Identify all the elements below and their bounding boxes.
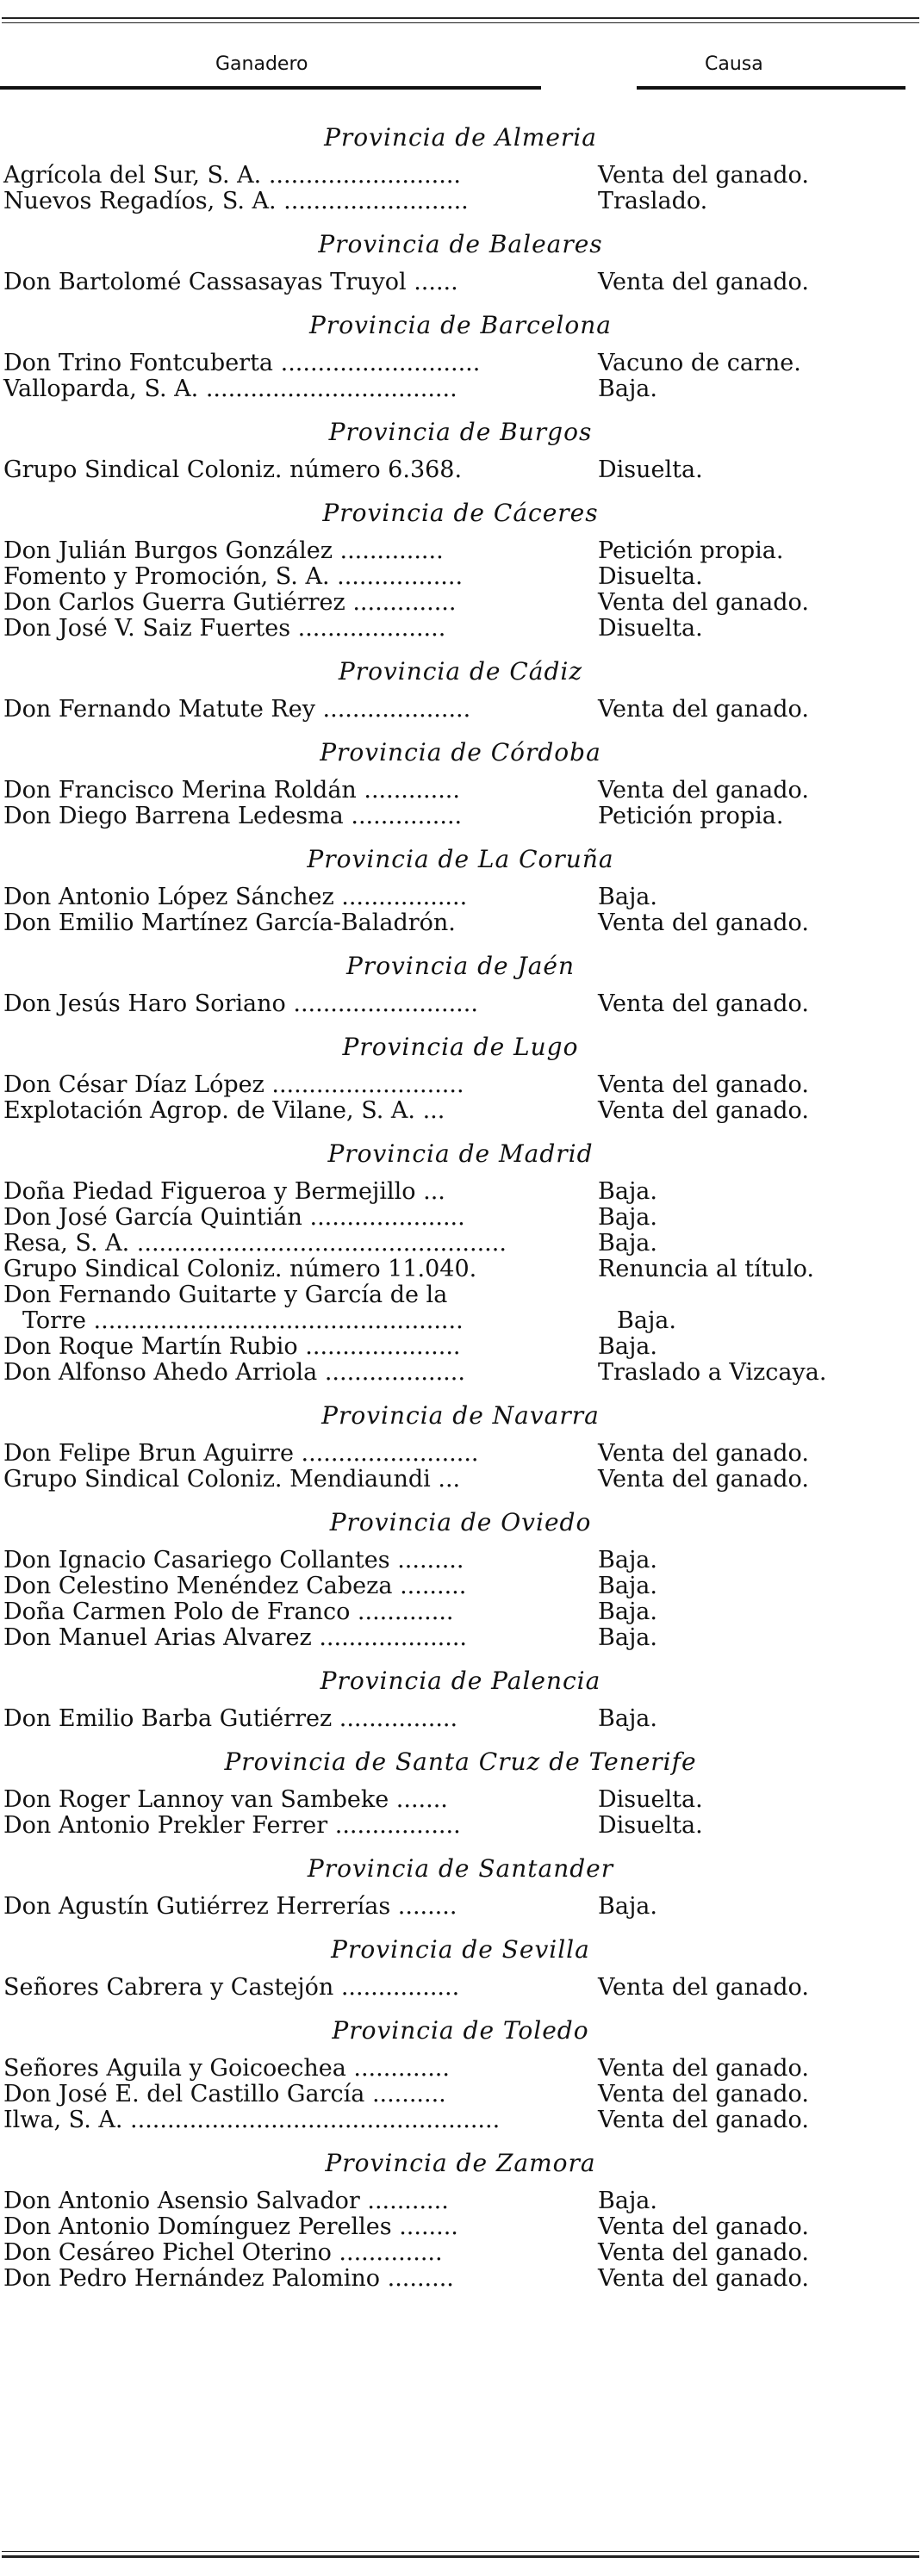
list-item	[0, 910, 921, 936]
province-heading: Provincia de Jaén	[345, 952, 576, 980]
ganadero-name: Grupo Sindical Coloniz. número 11.040.	[3, 1257, 477, 1282]
province-heading: Provincia de Sevilla	[331, 1935, 590, 1964]
ganadero-name: Don José García Quintián .....................	[3, 1205, 465, 1231]
province-section	[0, 2138, 921, 2297]
province-section	[0, 1498, 921, 1656]
column-header-causa: Causa	[705, 53, 763, 75]
causa-text: Venta del ganado.	[598, 2213, 809, 2240]
province-heading: Provincia de Zamora	[325, 2149, 596, 2177]
province-list	[0, 113, 921, 2297]
province-rows	[0, 270, 921, 301]
ganadero-name: Don Agustín Gutiérrez Herrerías ........	[3, 1894, 457, 1920]
list-item	[0, 1975, 921, 2001]
causa-text: Baja.	[598, 1705, 657, 1732]
ganadero-name: Ilwa, S. A. ..................................................	[3, 2107, 501, 2133]
causa-text: Renuncia al título.	[598, 1256, 814, 1282]
province-rows	[0, 1975, 921, 2006]
list-item	[0, 1334, 921, 1360]
causa-text: Venta del ganado.	[598, 1097, 809, 1124]
province-rows	[0, 457, 921, 488]
list-item	[0, 804, 921, 829]
list-item	[0, 1894, 921, 1920]
province-rows	[0, 991, 921, 1022]
causa-text	[598, 1282, 921, 1308]
list-item	[0, 1205, 921, 1231]
province-rows	[0, 2056, 921, 2138]
list-item	[0, 457, 921, 483]
province-rows	[0, 2188, 921, 2297]
causa-text: Baja.	[598, 1333, 657, 1360]
province-section	[0, 835, 921, 941]
list-item	[0, 1706, 921, 1732]
province-rows	[0, 1179, 921, 1391]
ganadero-name: Agrícola del Sur, S. A. ..........................	[3, 163, 461, 189]
province-rows	[0, 697, 921, 728]
province-heading: Provincia de La Coruña	[307, 845, 614, 873]
list-item	[0, 1574, 921, 1599]
province-rows	[0, 1441, 921, 1498]
ganadero-name: Don Antonio López Sánchez .................	[3, 885, 468, 910]
causa-text: Baja.	[598, 1598, 657, 1625]
province-section	[0, 407, 921, 488]
list-item	[0, 590, 921, 616]
ganadero-name: Don Diego Barrena Ledesma ...............	[3, 804, 463, 829]
list-item	[0, 1360, 921, 1386]
ganadero-name: Grupo Sindical Coloniz. Mendiaundi ...	[3, 1467, 461, 1493]
ganadero-name: Don Carlos Guerra Gutiérrez ..............	[3, 590, 457, 616]
causa-text: Disuelta.	[598, 1812, 703, 1839]
causa-text: Venta del ganado.	[598, 990, 809, 1017]
causa-text: Venta del ganado.	[598, 1466, 809, 1493]
causa-text: Baja.	[598, 1893, 657, 1920]
province-heading: Provincia de Córdoba	[320, 738, 601, 767]
province-heading: Provincia de Palencia	[320, 1667, 601, 1695]
list-item	[0, 1625, 921, 1651]
causa-text: Venta del ganado.	[598, 1071, 809, 1098]
list-item	[0, 1098, 921, 1124]
province-section	[0, 1391, 921, 1498]
ganadero-name: Don Celestino Menéndez Cabeza .........	[3, 1574, 467, 1599]
province-section	[0, 220, 921, 301]
ganadero-name: Don Cesáreo Pichel Oterino ..............	[3, 2240, 443, 2266]
ganadero-name: Resa, S. A. ..................................................	[3, 1231, 507, 1257]
list-item	[0, 1257, 921, 1282]
province-rows	[0, 163, 921, 220]
list-item	[0, 1813, 921, 1839]
ganadero-name: Don Fernando Guitarte y García de la	[3, 1282, 448, 1308]
list-item	[0, 270, 921, 295]
causa-text: Disuelta.	[598, 1786, 703, 1813]
ganadero-name: Don Pedro Hernández Palomino .........	[3, 2266, 454, 2292]
list-item	[0, 564, 921, 590]
causa-text: Venta del ganado.	[598, 1440, 809, 1467]
province-section	[0, 301, 921, 407]
list-item	[0, 616, 921, 642]
causa-text: Venta del ganado.	[598, 2107, 809, 2133]
causa-text: Baja.	[598, 2188, 657, 2214]
ganadero-name: Don José E. del Castillo García ..........	[3, 2082, 446, 2107]
ganadero-name: Explotación Agrop. de Vilane, S. A. ...	[3, 1098, 445, 1124]
ganadero-name: Don Bartolomé Cassasayas Truyol ......	[3, 270, 458, 295]
ganadero-name: Don Emilio Martínez García-Baladrón.	[3, 910, 456, 936]
causa-text: Venta del ganado.	[598, 1974, 809, 2001]
ganadero-name: Don Francisco Merina Roldán .............	[3, 778, 460, 804]
list-item	[0, 697, 921, 723]
list-item	[0, 2056, 921, 2082]
header-rule-left	[0, 86, 541, 90]
province-heading: Provincia de Lugo	[342, 1033, 579, 1061]
causa-text: Baja.	[598, 1573, 657, 1599]
ganadero-name: Señores Cabrera y Castejón ................	[3, 1975, 460, 2001]
province-heading: Provincia de Baleares	[318, 230, 603, 258]
list-item	[0, 1599, 921, 1625]
causa-text: Baja.	[617, 1307, 676, 1334]
causa-text: Venta del ganado.	[598, 589, 809, 616]
causa-text: Venta del ganado.	[598, 909, 809, 936]
province-rows	[0, 1548, 921, 1656]
list-item	[0, 778, 921, 804]
list-item	[0, 1308, 921, 1334]
top-double-rule	[2, 17, 919, 23]
province-heading: Provincia de Cádiz	[338, 657, 583, 686]
province-section	[0, 1737, 921, 1844]
ganadero-name: Don Emilio Barba Gutiérrez ................	[3, 1706, 458, 1732]
causa-text: Venta del ganado.	[598, 2265, 809, 2292]
province-section	[0, 1925, 921, 2006]
list-item	[0, 2214, 921, 2240]
province-section	[0, 1844, 921, 1925]
causa-text: Baja.	[598, 1230, 657, 1257]
ganadero-name: Fomento y Promoción, S. A. .................	[3, 564, 464, 590]
causa-text: Baja.	[598, 1547, 657, 1574]
causa-text: Disuelta.	[598, 563, 703, 590]
province-section	[0, 941, 921, 1022]
causa-text: Traslado.	[598, 188, 708, 214]
causa-text: Traslado a Vizcaya.	[598, 1359, 827, 1386]
causa-text: Baja.	[598, 1204, 657, 1231]
province-section	[0, 1022, 921, 1129]
list-item	[0, 1441, 921, 1467]
province-rows	[0, 1706, 921, 1737]
causa-text: Baja.	[598, 884, 657, 910]
province-rows	[0, 1072, 921, 1129]
province-rows	[0, 351, 921, 407]
list-item	[0, 189, 921, 214]
province-section	[0, 728, 921, 835]
ganadero-name: Grupo Sindical Coloniz. número 6.368.	[3, 457, 463, 483]
ganadero-name: Don José V. Saiz Fuertes ....................	[3, 616, 446, 642]
province-rows	[0, 1787, 921, 1844]
list-item	[0, 1179, 921, 1205]
list-item	[0, 376, 921, 402]
causa-text: Petición propia.	[598, 803, 784, 829]
province-rows	[0, 778, 921, 835]
header-rule-right	[637, 86, 905, 90]
province-heading: Provincia de Almeria	[324, 123, 597, 152]
causa-text: Venta del ganado.	[598, 162, 809, 189]
causa-text: Disuelta.	[598, 615, 703, 642]
province-heading: Provincia de Burgos	[328, 418, 593, 446]
causa-text: Venta del ganado.	[598, 2081, 809, 2107]
province-section	[0, 113, 921, 220]
ganadero-name: Nuevos Regadíos, S. A. .........................	[3, 189, 469, 214]
list-item	[0, 1467, 921, 1493]
province-section	[0, 488, 921, 647]
ganadero-name: Don Roque Martín Rubio .....................	[3, 1334, 461, 1360]
ganadero-name: Don Antonio Prekler Ferrer .................	[3, 1813, 461, 1839]
ganadero-name: Don Antonio Domínguez Perelles ........	[3, 2214, 458, 2240]
causa-text: Venta del ganado.	[598, 696, 809, 723]
province-rows	[0, 885, 921, 941]
province-section	[0, 2006, 921, 2138]
province-heading: Provincia de Madrid	[327, 1139, 594, 1168]
province-section	[0, 1129, 921, 1391]
ganadero-name: Doña Piedad Figueroa y Bermejillo ...	[3, 1179, 445, 1205]
causa-text: Disuelta.	[598, 456, 703, 483]
list-item	[0, 163, 921, 189]
province-heading: Provincia de Oviedo	[329, 1508, 592, 1536]
province-heading: Provincia de Cáceres	[322, 499, 599, 527]
ganadero-name: Don Felipe Brun Aguirre ........................	[3, 1441, 479, 1467]
causa-text: Venta del ganado.	[598, 2239, 809, 2266]
list-item	[0, 1548, 921, 1574]
list-item	[0, 2107, 921, 2133]
list-item	[0, 538, 921, 564]
causa-text: Baja.	[598, 1178, 657, 1205]
ganadero-name: Don Manuel Arias Alvarez ....................	[3, 1625, 467, 1651]
province-section	[0, 1656, 921, 1737]
ganadero-name: Don Fernando Matute Rey ....................	[3, 697, 471, 723]
causa-text: Venta del ganado.	[598, 777, 809, 804]
province-heading: Provincia de Barcelona	[309, 311, 612, 339]
ganadero-name: Don Roger Lannoy van Sambeke .......	[3, 1787, 448, 1813]
list-item	[0, 991, 921, 1017]
list-item	[0, 351, 921, 376]
list-item	[0, 885, 921, 910]
list-item	[0, 2082, 921, 2107]
province-heading: Provincia de Santander	[307, 1854, 614, 1883]
column-header-ganadero: Ganadero	[215, 53, 308, 75]
bottom-double-rule	[2, 2551, 919, 2558]
ganadero-name: Don Antonio Asensio Salvador ...........	[3, 2188, 449, 2214]
province-rows	[0, 1894, 921, 1925]
causa-text: Petición propia.	[598, 537, 784, 564]
ganadero-name: Don Alfonso Ahedo Arriola ...................	[3, 1360, 465, 1386]
province-section	[0, 647, 921, 728]
list-item	[0, 2266, 921, 2292]
ganadero-name: Don Julián Burgos González ..............	[3, 538, 444, 564]
ganadero-name: Torre ..................................................	[22, 1308, 464, 1334]
causa-text: Venta del ganado.	[598, 269, 809, 295]
causa-text: Baja.	[598, 1624, 657, 1651]
causa-text: Vacuno de carne.	[598, 350, 801, 376]
province-heading: Provincia de Santa Cruz de Tenerife	[224, 1747, 697, 1776]
causa-text: Venta del ganado.	[598, 2055, 809, 2082]
ganadero-name: Don César Díaz López ..........................	[3, 1072, 464, 1098]
ganadero-name: Doña Carmen Polo de Franco .............	[3, 1599, 454, 1625]
list-item	[0, 2240, 921, 2266]
causa-text: Baja.	[598, 376, 657, 402]
ganadero-name: Señores Aguila y Goicoechea .............	[3, 2056, 450, 2082]
ganadero-name: Don Ignacio Casariego Collantes .........	[3, 1548, 464, 1574]
ganadero-name: Valloparda, S. A. ..................................	[3, 376, 457, 402]
province-heading: Provincia de Toledo	[332, 2016, 589, 2045]
list-item	[0, 1072, 921, 1098]
ganadero-name: Don Jesús Haro Soriano .........................	[3, 991, 478, 1017]
province-rows	[0, 538, 921, 647]
list-item	[0, 1231, 921, 1257]
list-item	[0, 1787, 921, 1813]
list-item	[0, 2188, 921, 2214]
ganadero-name: Don Trino Fontcuberta ...........................	[3, 351, 481, 376]
province-heading: Provincia de Navarra	[321, 1401, 600, 1430]
list-item	[0, 1282, 921, 1308]
